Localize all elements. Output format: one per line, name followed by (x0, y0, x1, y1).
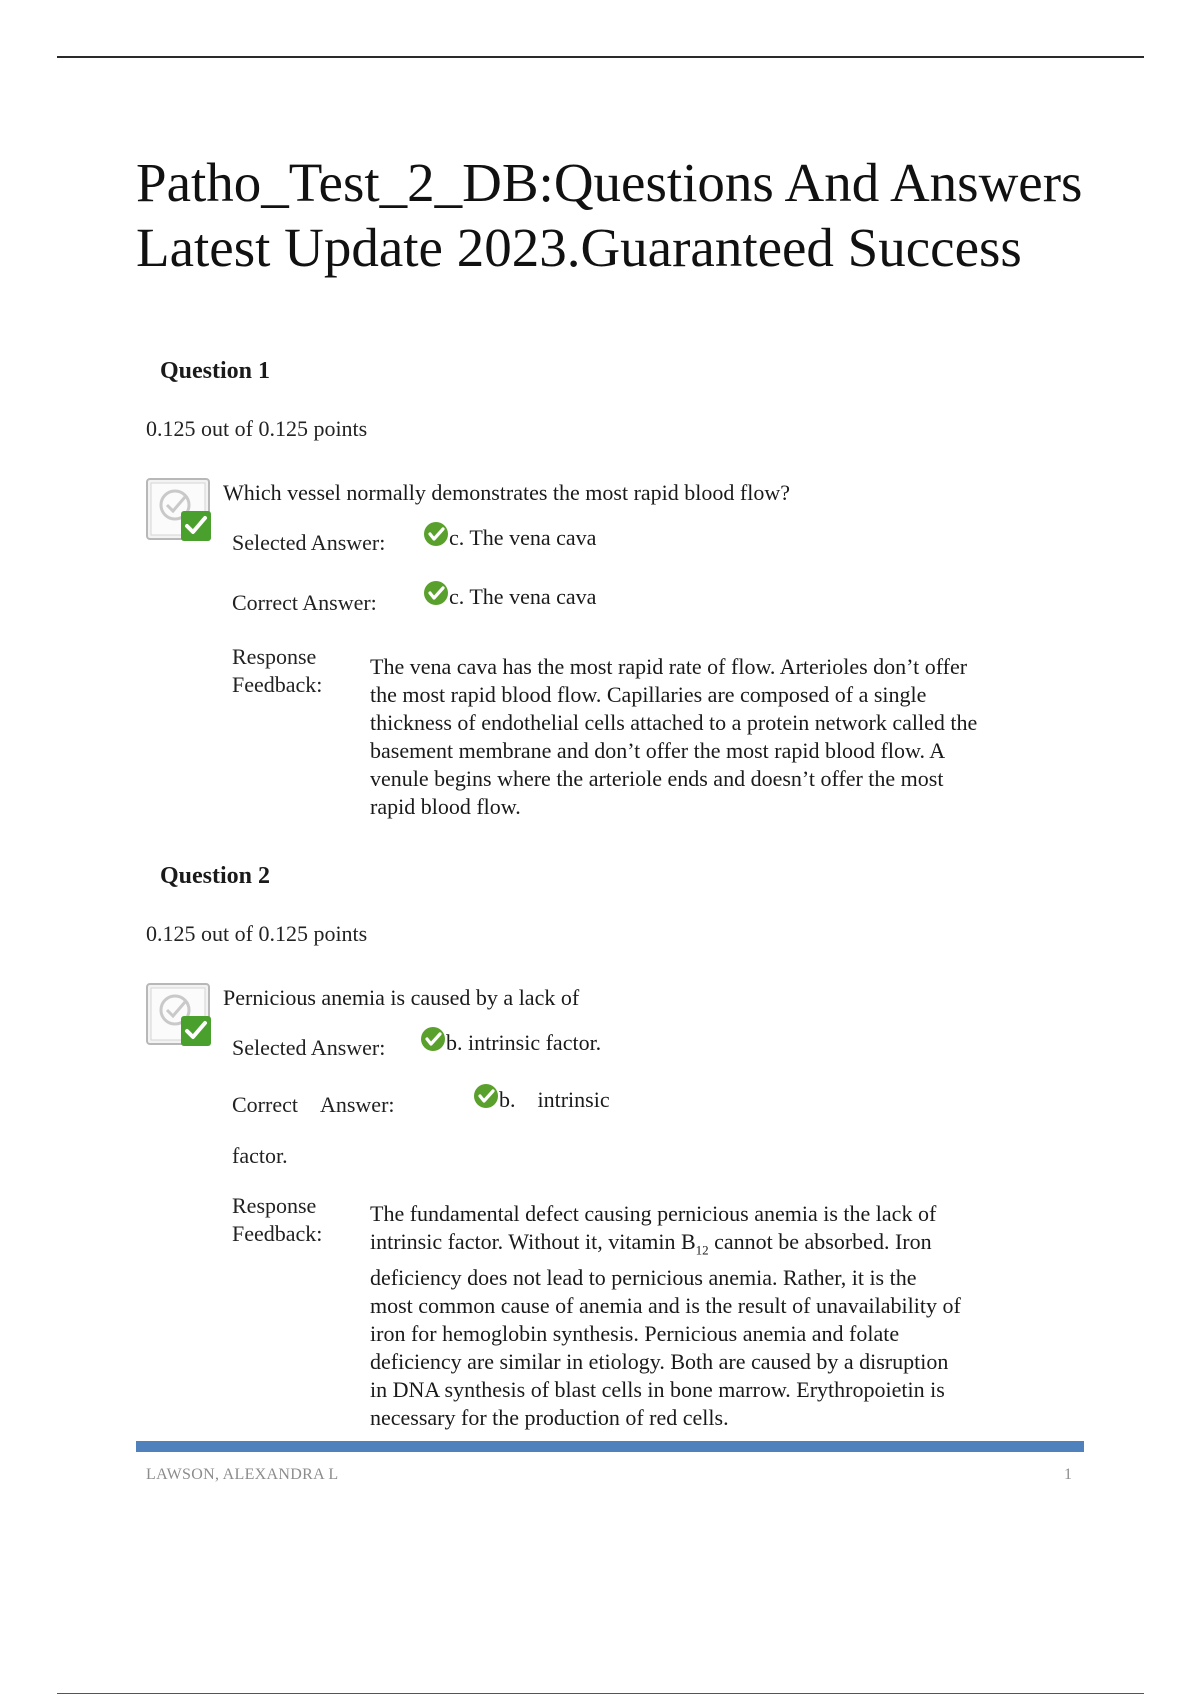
feedback-text: intrinsic factor. Without it, vitamin B (370, 1229, 696, 1254)
feedback-line: rapid blood flow. (370, 794, 521, 819)
correct-word: Correct (232, 1092, 298, 1117)
question-1-correct-label: Correct Answer: (232, 590, 377, 615)
feedback-label: Feedback: (232, 672, 323, 697)
question-1-selected-answer (423, 525, 596, 551)
footer-author: LAWSON, ALEXANDRA L (146, 1466, 339, 1483)
question-1-feedback (370, 653, 1040, 821)
checkmark-icon (423, 521, 449, 547)
question-1-points: 0.125 out of 0.125 points (146, 416, 368, 441)
question-1-correct-answer (423, 584, 596, 610)
top-rule (57, 56, 1144, 58)
feedback-line: The vena cava has the most rapid rate of flow. Arterioles don’t offer (370, 654, 968, 679)
page-title: Patho_Test_2_DB:Questions And Answers Latest Update 2023.Guaranteed Success (136, 152, 1083, 278)
question-2-correct-label (232, 1091, 395, 1119)
feedback-line (370, 1228, 1040, 1264)
question-2-points: 0.125 out of 0.125 points (146, 921, 368, 946)
question-2-feedback-label (232, 1192, 322, 1248)
feedback-text: cannot be absorbed. Iron (708, 1229, 932, 1254)
subscript: 12 (695, 1242, 709, 1258)
feedback-line: thickness of endothelial cells attached to a protein network called the (370, 710, 978, 735)
response-label: Response (232, 644, 317, 669)
page-number: 1 (1064, 1466, 1072, 1483)
question-2-correct-answer-continued: factor. (232, 1143, 288, 1168)
question-2-feedback (370, 1200, 1040, 1432)
feedback-line: the most rapid blood flow. Capillaries are composed of a single (370, 682, 927, 707)
question-1-selected-answer-text: c. The vena cava (449, 525, 597, 550)
feedback-line: basement membrane and don’t offer the most rapid blood flow. A (370, 738, 946, 763)
feedback-line: in DNA synthesis of blast cells in bone marrow. Erythropoietin is (370, 1377, 945, 1403)
question-2-text: Pernicious anemia is caused by a lack of (223, 985, 580, 1010)
feedback-line: most common cause of anemia and is the result of unavailability of (370, 1293, 961, 1319)
question-2-heading: Question 2 (160, 863, 271, 889)
checkmark-icon (423, 580, 449, 606)
answer-word: Answer: (319, 1092, 395, 1117)
question-2-correct-answer-letter: b. (499, 1087, 516, 1112)
checkmark-icon (420, 1026, 446, 1052)
question-2-selected-answer-text: b. intrinsic factor. (446, 1030, 602, 1055)
question-1-correct-answer-text: c. The vena cava (449, 584, 597, 609)
feedback-label: Feedback: (232, 1221, 323, 1246)
document-check-icon (145, 982, 215, 1052)
feedback-line: The fundamental defect causing pernicious anemia is the lack of (370, 1201, 937, 1226)
feedback-line: deficiency does not lead to pernicious anemia. Rather, it is the (370, 1265, 917, 1291)
question-2-selected-answer (420, 1030, 601, 1056)
feedback-line: iron for hemoglobin synthesis. Pernicious anemia and folate (370, 1321, 900, 1347)
question-1-feedback-label (232, 643, 322, 699)
question-1-heading: Question 1 (160, 358, 271, 384)
feedback-line: necessary for the production of red cells. (370, 1405, 729, 1431)
checkmark-icon (473, 1083, 499, 1109)
footer-bar (136, 1441, 1084, 1452)
question-1-text: Which vessel normally demonstrates the most rapid blood flow? (223, 480, 790, 505)
question-2-correct-answer (473, 1087, 610, 1113)
response-label: Response (232, 1193, 317, 1218)
document-check-icon (145, 477, 215, 547)
feedback-line: venule begins where the arteriole ends and doesn’t offer the most (370, 766, 944, 791)
feedback-line: deficiency are similar in etiology. Both are caused by a disruption (370, 1349, 949, 1375)
question-2-correct-answer-word: intrinsic (537, 1087, 610, 1112)
bottom-rule (57, 1693, 1144, 1694)
question-2-selected-label: Selected Answer: (232, 1035, 386, 1060)
question-1-selected-label: Selected Answer: (232, 530, 386, 555)
